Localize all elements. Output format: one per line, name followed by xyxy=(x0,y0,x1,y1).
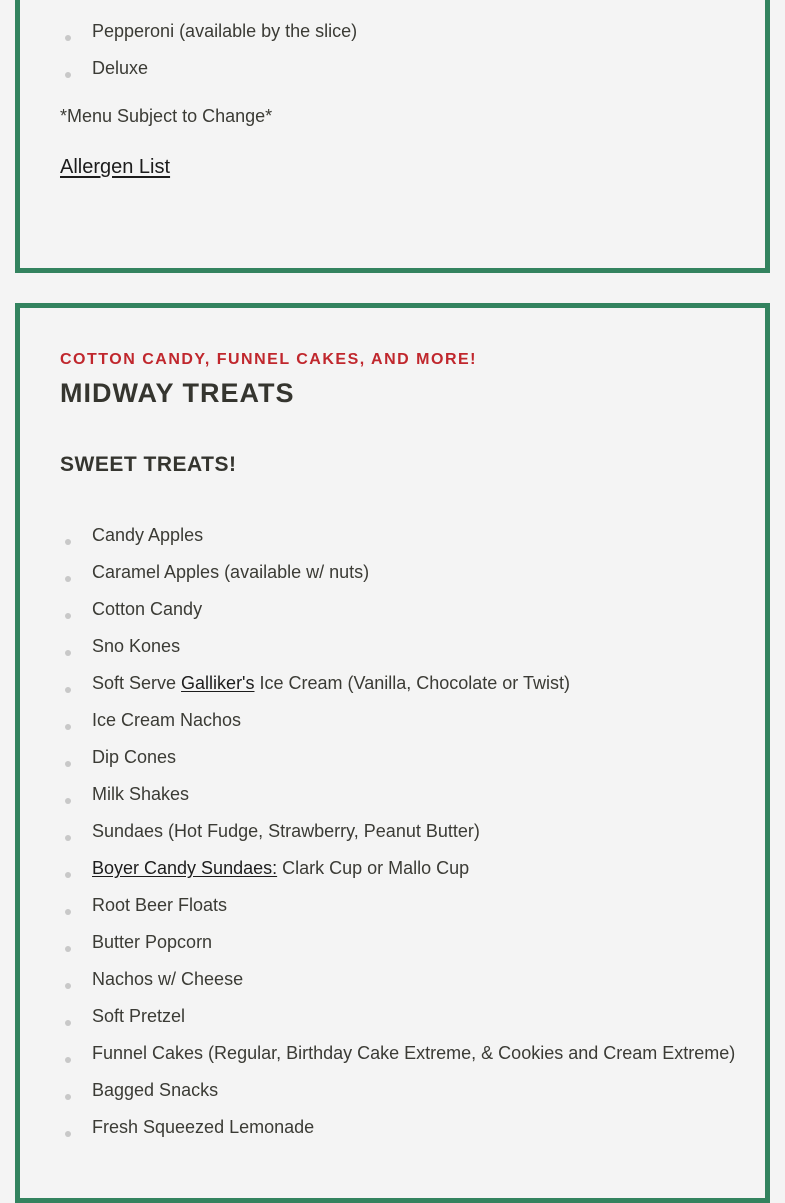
midway-treats-card xyxy=(15,303,770,1203)
list-item-text: Soft Serve xyxy=(92,673,182,693)
list-item xyxy=(60,628,735,665)
list-item xyxy=(60,517,735,554)
list-item-text: Cotton Candy xyxy=(92,599,203,619)
list-item xyxy=(60,887,735,924)
list-item-text: Bagged Snacks xyxy=(92,1080,219,1100)
menu-card-top xyxy=(15,0,770,273)
list-item-text: Root Beer Floats xyxy=(92,895,228,915)
list-item-text: Ice Cream (Vanilla, Chocolate or Twist) xyxy=(254,673,570,693)
list-item-text: Dip Cones xyxy=(92,747,177,767)
list-item-text: Ice Cream Nachos xyxy=(92,710,242,730)
list-item xyxy=(60,924,735,961)
list-item xyxy=(60,1109,735,1146)
list-item-text: Pepperoni (available by the slice) xyxy=(92,21,358,41)
list-item-text: Sno Kones xyxy=(92,636,181,656)
list-item-text: Butter Popcorn xyxy=(92,932,213,952)
section-title: MIDWAY TREATS xyxy=(60,378,295,408)
list-item xyxy=(60,776,735,813)
list-item-text: Caramel Apples (available w/ nuts) xyxy=(92,562,370,582)
list-item-text: Milk Shakes xyxy=(92,784,190,804)
list-item-text: Candy Apples xyxy=(92,525,204,545)
list-item-text: Nachos w/ Cheese xyxy=(92,969,244,989)
list-item-text: Clark Cup or Mallo Cup xyxy=(277,858,470,878)
list-item-text: Fresh Squeezed Lemonade xyxy=(92,1117,315,1137)
list-item xyxy=(60,13,357,50)
list-item-text: Funnel Cakes (Regular, Birthday Cake Extreme, & Cookies and Cream Extreme) xyxy=(92,1043,736,1063)
section-subtitle: SWEET TREATS! xyxy=(60,453,237,476)
list-item xyxy=(60,813,735,850)
list-item xyxy=(60,554,735,591)
list-item-text: Soft Pretzel xyxy=(92,1006,186,1026)
menu-list-top xyxy=(60,13,357,87)
list-item xyxy=(60,591,735,628)
boyer-candy-link[interactable]: Boyer Candy Sundaes: xyxy=(92,858,278,878)
list-item xyxy=(60,665,735,702)
list-item-text: Deluxe xyxy=(92,58,149,78)
list-item xyxy=(60,50,357,87)
allergen-list-link[interactable]: Allergen List xyxy=(60,156,171,178)
midway-menu-list xyxy=(60,517,735,1146)
galliker-link[interactable]: Galliker's xyxy=(181,673,255,693)
menu-note: *Menu Subject to Change* xyxy=(60,106,273,126)
list-item xyxy=(60,961,735,998)
list-item xyxy=(60,702,735,739)
list-item-text: Sundaes (Hot Fudge, Strawberry, Peanut Butter) xyxy=(92,821,480,841)
section-eyebrow: COTTON CANDY, FUNNEL CAKES, AND MORE! xyxy=(60,351,477,368)
list-item xyxy=(60,1072,735,1109)
list-item xyxy=(60,1035,735,1072)
list-item xyxy=(60,739,735,776)
list-item xyxy=(60,998,735,1035)
list-item xyxy=(60,850,735,887)
